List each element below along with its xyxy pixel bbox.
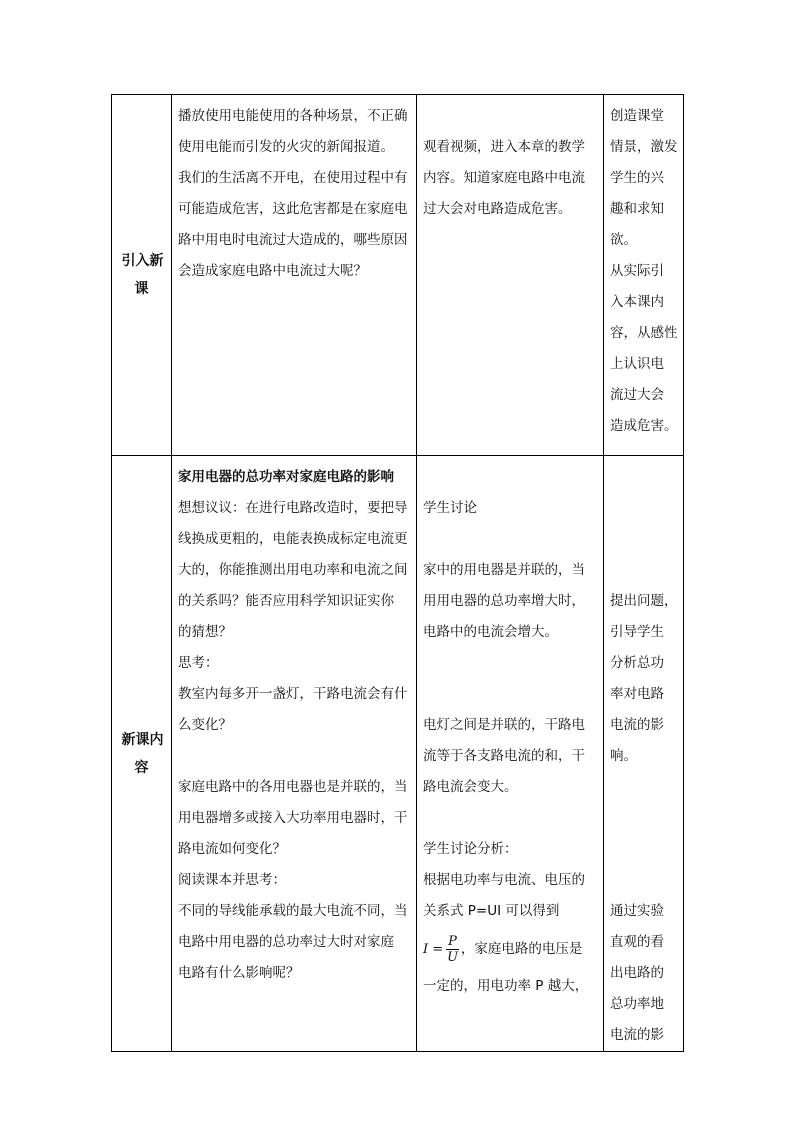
- table-row-intro: [112, 95, 684, 456]
- text-line: 路中用电时电流过大造成的，哪些原因: [178, 232, 408, 248]
- text-line: 会造成家庭电路中电流过大呢？: [178, 263, 367, 279]
- text-line: 观看视频，进入本章的教学: [423, 139, 585, 155]
- row-label-intro: 引入新 课: [112, 95, 172, 456]
- text-line: 我们的生活离不开电，在使用过程中有: [178, 170, 408, 186]
- section-heading: 家用电器的总功率对家庭电路的影响: [178, 469, 394, 485]
- lesson-plan-table: [111, 94, 684, 1052]
- table-row-new-content: [112, 456, 684, 1052]
- student-activity-new-content: 学生讨论 家中的用电器是并联的，当 用用电器的总功率增大时， 电路中的电流会增大。 电灯之间是并联的，干路电 流等于各支路电流的和，干 路电流会变大。 学生讨论分析： 根据电功率与电流、电压的 关系式 P=UI 可以得到 I = $\frac{P}{U}$ ，家庭电路的电压是 一定的，用电功率 P 越大，: [417, 456, 604, 1052]
- text-line: 可能造成危害，这此危害都是在家庭电: [178, 201, 408, 217]
- text-line: 过大会对电路造成危害。: [423, 201, 572, 217]
- student-activity-intro: [417, 95, 604, 456]
- teacher-activity-new-content: 家用电器的总功率对家庭电路的影响 想想议议：在进行电路改造时，要把导 线换成更粗的，电能表换成标定电流更 大的，你能推测出用电功率和电流之间 的关系吗？能否应用科学知识证实你 的猜想？ 思考： 教室内每多开一盏灯，干路电流会有什 么变化？ 家庭电路中的各用电器也是并联的，当 用电器增多或接入大功率用电器时，干 路电流如何变化？ 阅读课本并思考： 不同的导线能承载的最大电流不同，当 电路中用电器的总功率过大时对家庭 电路有什么影响呢？: [172, 456, 417, 1052]
- text-line: 内容。知道家庭电路中电流: [423, 170, 585, 186]
- design-intent-new-content: 提出问题， 引导学生 分析总功 率对电路 电流的影 响。 通过实验 直观的看 出电路的 总功率地 电流的影: [604, 456, 684, 1052]
- text-line: 使用电能而引发的火灾的新闻报道。: [178, 139, 394, 155]
- teacher-activity-intro: [172, 95, 417, 456]
- ohm-formula: I = $\frac{P}{U}$: [423, 933, 459, 965]
- design-intent-intro: 创造课堂 情景，激发 学生的兴 趣和求知 欲。 从实际引 入本课内 容，从感性 上认识电 流过大会 造成危害。: [604, 95, 684, 456]
- formula-line: I = $\frac{P}{U}$ ，家庭电路的电压是: [423, 933, 583, 965]
- row-label-new-content: 新课内 容: [112, 456, 172, 1052]
- text-line: 播放使用电能使用的各种场景，不正确: [178, 108, 408, 124]
